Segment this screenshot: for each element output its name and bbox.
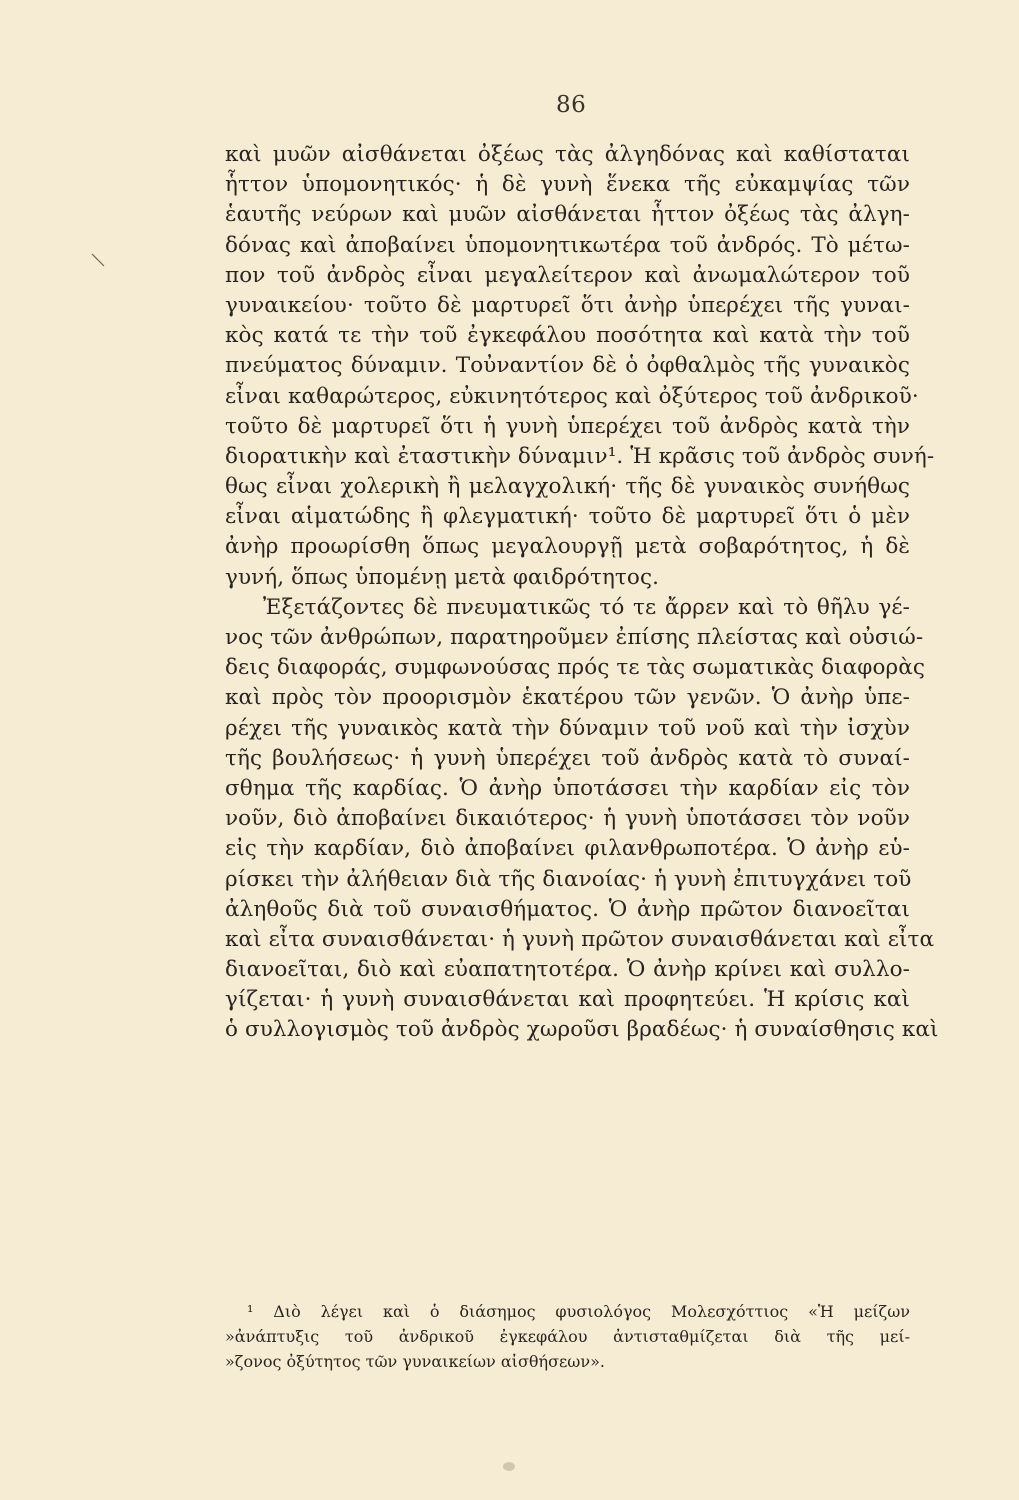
text-line: δόνας καὶ ἀποβαίνει ὑπομονητικωτέρα τοῦ ἀνδρός. Τὸ μέτω- [225,232,910,258]
main-text [225,140,939,1046]
footnote-line: ¹ Διὸ λέγει καὶ ὁ διάσημος φυσιολόγος Μολεσχόττιος «Ἡ μείζων [247,1302,910,1321]
text-line: ρίσκει τὴν ἀλήθειαν διὰ τῆς διανοίας· ἡ γυνὴ ἐπιτυγχάνει τοῦ [225,866,912,892]
text-line: καὶ εἶτα συναισθάνεται· ἡ γυνὴ πρῶτον συναισθάνεται καὶ εἶτα [225,926,935,952]
text-line: ὁ συλλογισμὸς τοῦ ἀνδρὸς χωροῦσι βραδέως· ἡ συναίσθησις καὶ [225,1017,939,1043]
text-line: νοῦν, διὸ ἀποβαίνει δικαιότερος· ἡ γυνὴ ὑποτάσσει τὸν νοῦν [225,806,910,832]
margin-pencil-mark [90,252,106,268]
text-line: καὶ μυῶν αἰσθάνεται ὀξέως τὰς ἀλγηδόνας καὶ καθίσταται [225,142,910,167]
text-line: πνεύματος δύναμιν. Τοὐναντίον δὲ ὁ ὀφθαλμὸς τῆς γυναικὸς [225,353,910,379]
footnote-line: »ἀνάπτυξις τοῦ ἀνδρικοῦ ἐγκεφάλου ἀντισταθμίζεται διὰ τῆς μεί- [225,1327,910,1346]
text-line: εἶναι αἱματώδης ἢ φλεγματική· τοῦτο δὲ μαρτυρεῖ ὅτι ὁ μὲν [225,504,910,530]
text-line: πον τοῦ ἀνδρὸς εἶναι μεγαλείτερον καὶ ἀνωμαλώτερον τοῦ [225,262,910,288]
text-line: ἀληθοῦς διὰ τοῦ συναισθήματος. Ὁ ἀνὴρ πρῶτον διανοεῖται [225,896,910,922]
text-line: ἀνὴρ προωρίσθη ὅπως μεγαλουργῇ μετὰ σοβαρότητος, ἡ δὲ [225,534,910,560]
text-line: γίζεται· ἡ γυνὴ συναισθάνεται καὶ προφητεύει. Ἡ κρίσις καὶ [225,987,910,1013]
text-line: διανοεῖται, διὸ καὶ εὐαπατητοτέρα. Ὁ ἀνὴρ κρίνει καὶ συλλο- [225,957,910,983]
text-line: ρέχει τῆς γυναικὸς κατὰ τὴν δύναμιν τοῦ νοῦ καὶ τὴν ἰσχὺν [225,715,910,741]
text-line: νος τῶν ἀνθρώπων, παρατηροῦμεν ἐπίσης πλείστας καὶ οὐσιώ- [225,625,924,650]
text-line: θως εἶναι χολερικὴ ἢ μελαγχολική· τῆς δὲ γυναικὸς συνήθως [225,474,910,500]
paragraph-first-line: Ἐξετάζοντες δὲ πνευματικῶς τό τε ἄρρεν καὶ τὸ θῆλυ γέ- [263,594,910,620]
footnote [225,1299,910,1374]
page-number: 86 [556,92,587,118]
text-line: κὸς κατά τε τὴν τοῦ ἐγκεφάλου ποσότητα καὶ κατὰ τὴν τοῦ [225,323,910,349]
text-line: γυναικείου· τοῦτο δὲ μαρτυρεῖ ὅτι ἀνὴρ ὑπερέχει τῆς γυναι- [225,292,910,318]
text-line: τοῦτο δὲ μαρτυρεῖ ὅτι ἡ γυνὴ ὑπερέχει τοῦ ἀνδρὸς κατὰ τὴν [225,413,910,439]
ink-stain [503,1462,515,1471]
text-line: ἧττον ὑπομονητικός· ἡ δὲ γυνὴ ἕνεκα τῆς εὐκαμψίας τῶν [225,172,910,198]
text-line: εἶναι καθαρώτερος, εὐκινητότερος καὶ ὀξύτερος τοῦ ἀνδρικοῦ· [225,383,919,409]
footnote-line: »ζονος ὀξύτητος τῶν γυναικείων αἰσθήσεων». [225,1352,605,1371]
text-line: γυνή, ὅπως ὑπομένῃ μετὰ φαιδρότητος. [225,564,660,590]
text-line: καὶ πρὸς τὸν προορισμὸν ἑκατέρου τῶν γενῶν. Ὁ ἀνὴρ ὑπε- [225,685,910,711]
text-line: σθημα τῆς καρδίας. Ὁ ἀνὴρ ὑποτάσσει τὴν καρδίαν εἰς τὸν [225,775,910,801]
text-line: ἑαυτῆς νεύρων καὶ μυῶν αἰσθάνεται ἧττον ὀξέως τὰς ἀλγη- [225,202,910,228]
text-line: δεις διαφοράς, συμφωνούσας πρός τε τὰς σωματικὰς διαφορὰς [225,655,925,681]
text-line: διορατικὴν καὶ ἐταστικὴν δύναμιν¹. Ἡ κρᾶσις τοῦ ἀνδρὸς συνή- [225,443,935,469]
text-line: εἰς τὴν καρδίαν, διὸ ἀποβαίνει φιλανθρωποτέρα. Ὁ ἀνὴρ εὑ- [225,836,910,862]
text-line: τῆς βουλήσεως· ἡ γυνὴ ὑπερέχει τοῦ ἀνδρὸς κατὰ τὸ συναί- [225,745,910,771]
